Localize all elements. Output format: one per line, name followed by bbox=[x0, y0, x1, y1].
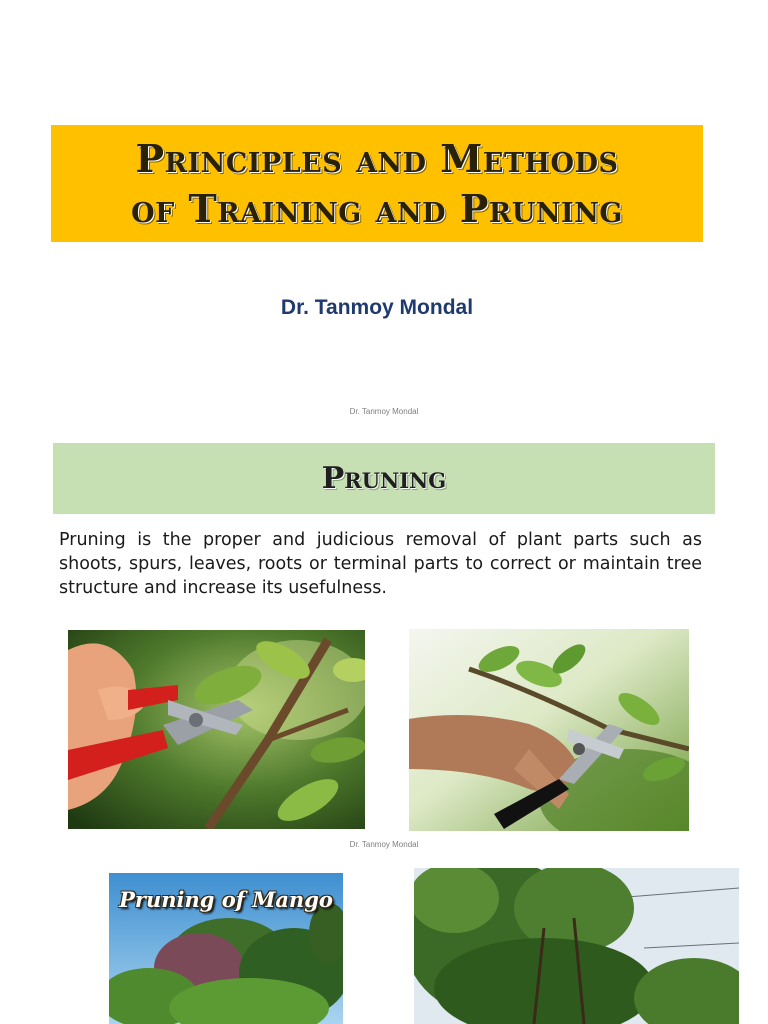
hand-secateurs-branch-photo bbox=[409, 629, 689, 831]
mango-tree-photo bbox=[109, 873, 343, 1024]
section-heading: Pruning bbox=[321, 461, 447, 496]
pruned-tree-canopy-photo bbox=[414, 868, 739, 1024]
slide-footer: Dr. Tanmoy Mondal bbox=[349, 407, 419, 416]
slide-footer: Dr. Tanmoy Mondal bbox=[349, 840, 419, 849]
photo-caption: Pruning of Mango bbox=[119, 887, 333, 912]
author-name: Dr. Tanmoy Mondal bbox=[280, 296, 474, 319]
hand-pruning-shears-photo bbox=[68, 630, 365, 829]
definition-paragraph: Pruning is the proper and judicious removal of plant parts such as shoots, spurs, leaves, roots or terminal parts to correct or maintain tree structure and increase its usefulness. bbox=[59, 530, 702, 598]
title-banner bbox=[51, 125, 703, 242]
section-heading-banner bbox=[53, 443, 715, 514]
title-line-1: Principles and Methods bbox=[135, 135, 619, 181]
title-line-2: of Training and Pruning bbox=[131, 185, 623, 231]
